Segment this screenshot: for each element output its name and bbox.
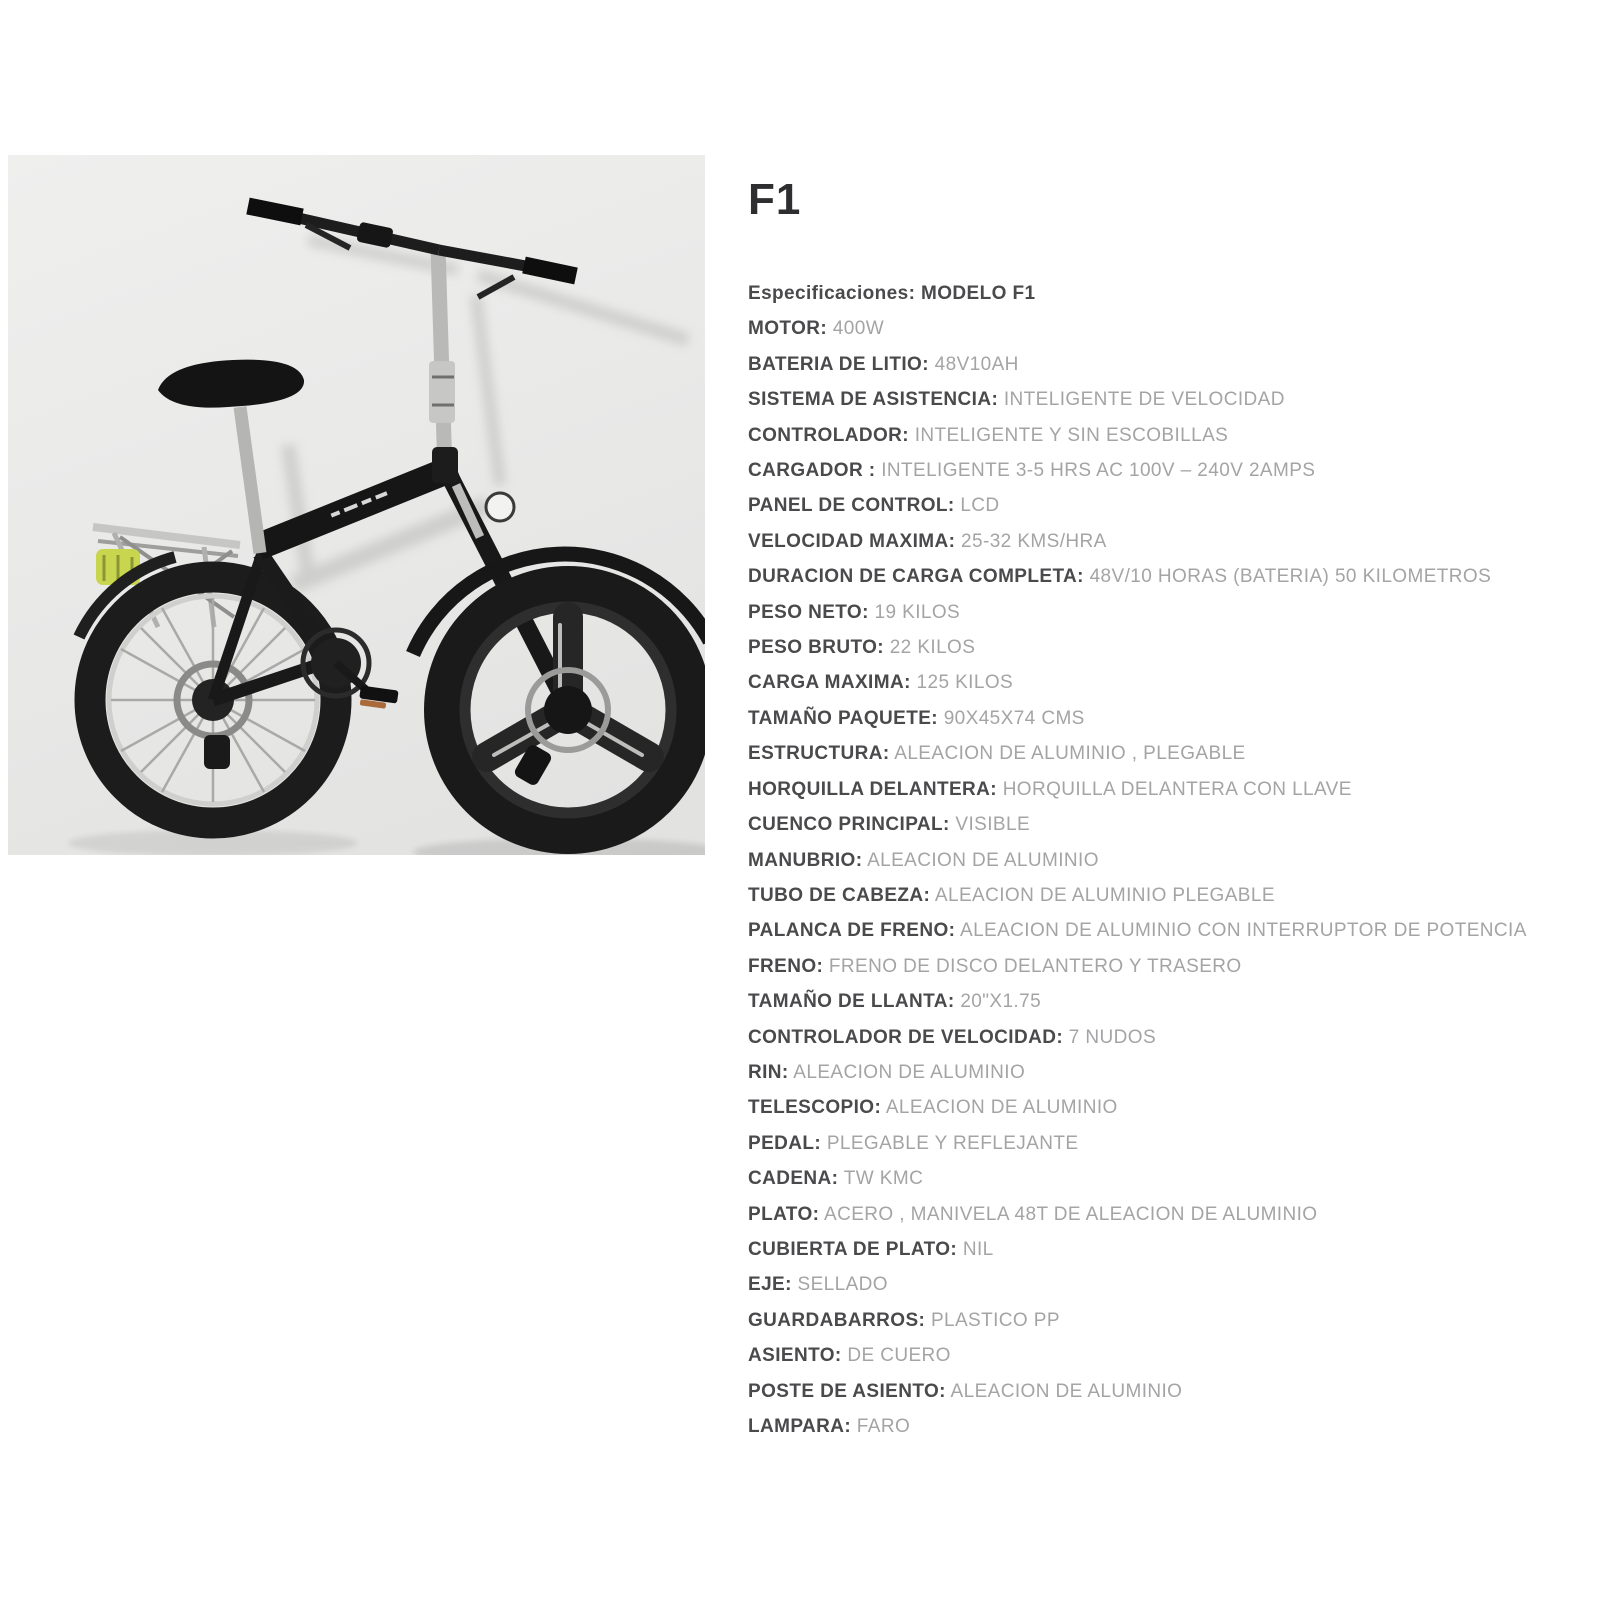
spec-row (748, 878, 1588, 913)
lcd-display (356, 222, 393, 249)
spec-row (748, 665, 1588, 700)
spec-value: NIL (962, 1238, 994, 1260)
spec-label: SISTEMA DE ASISTENCIA: (748, 389, 999, 411)
spec-label: HORQUILLA DELANTERA: (748, 778, 997, 800)
spec-row (748, 736, 1588, 771)
spec-label: FRENO: (748, 955, 824, 977)
spec-label: TAMAÑO DE LLANTA: (748, 991, 955, 1013)
spec-label: PANEL DE CONTROL: (748, 495, 955, 517)
spec-row (748, 913, 1588, 948)
spec-value: 19 KILOS (874, 601, 961, 623)
spec-value: 25-32 KMS/HRA (961, 530, 1107, 552)
spec-list (748, 276, 1588, 1444)
spec-value: PLEGABLE Y REFLEJANTE (826, 1132, 1079, 1154)
spec-row (748, 1020, 1588, 1055)
spec-value: INTELIGENTE Y SIN ESCOBILLAS (914, 424, 1229, 446)
front-wheel (442, 584, 694, 836)
spec-label: PALANCA DE FRENO: (748, 920, 956, 942)
spec-row (748, 1232, 1588, 1267)
spec-value: ACERO , MANIVELA 48T DE ALEACION DE ALUMINIO (824, 1203, 1318, 1225)
spec-value: ALEACION DE ALUMINIO (793, 1061, 1026, 1083)
spec-value: ALEACION DE ALUMINIO PLEGABLE (934, 884, 1275, 906)
spec-row (748, 807, 1588, 842)
spec-value: FRENO DE DISCO DELANTERO Y TRASERO (828, 955, 1242, 977)
spec-label: LAMPARA: (748, 1416, 852, 1437)
spec-row (748, 1409, 1588, 1444)
spec-label: CUBIERTA DE PLATO: (748, 1238, 958, 1260)
spec-row (748, 418, 1588, 453)
spec-label: EJE: (748, 1274, 792, 1296)
page-title: F1 (748, 175, 802, 224)
spec-label: MOTOR: (748, 318, 828, 340)
spec-row (748, 701, 1588, 736)
spec-value: 22 KILOS (889, 637, 976, 659)
spec-row (748, 524, 1588, 559)
spec-row (748, 1303, 1588, 1338)
spec-label: TAMAÑO PAQUETE: (748, 707, 939, 729)
spec-label: CONTROLADOR: (748, 424, 910, 446)
spec-label: BATERIA DE LITIO: (748, 353, 929, 375)
spec-row (748, 984, 1588, 1019)
rear-derailleur (204, 735, 230, 769)
spec-value: 7 NUDOS (1068, 1026, 1157, 1048)
spec-value: HORQUILLA DELANTERA CON LLAVE (1002, 778, 1352, 800)
spec-row (748, 347, 1588, 382)
spec-row (748, 595, 1588, 630)
spec-value: 125 KILOS (916, 672, 1014, 694)
spec-label: CARGADOR : (748, 460, 876, 482)
headlight (486, 493, 514, 521)
spec-label: PLATO: (748, 1203, 820, 1225)
spec-row (748, 772, 1588, 807)
spec-label: Especificaciones: (748, 283, 916, 304)
spec-label: PESO BRUTO: (748, 637, 885, 659)
spec-value: FARO (856, 1416, 911, 1437)
saddle (158, 360, 304, 408)
seatpost (240, 407, 260, 553)
spec-value: ALEACION DE ALUMINIO , PLEGABLE (894, 743, 1246, 765)
spec-label: CARGA MAXIMA: (748, 672, 911, 694)
spec-row (748, 1090, 1588, 1125)
spec-row (748, 311, 1588, 346)
spec-value: INTELIGENTE DE VELOCIDAD (1003, 389, 1285, 411)
spec-value: DE CUERO (847, 1345, 951, 1367)
spec-label: CUENCO PRINCIPAL: (748, 814, 950, 836)
spec-row (748, 1197, 1588, 1232)
spec-row (748, 276, 1588, 311)
spec-row (748, 1338, 1588, 1373)
spec-value: SELLADO (797, 1274, 888, 1296)
spec-label: ASIENTO: (748, 1345, 842, 1367)
spec-value: LCD (960, 495, 1000, 517)
spec-value: ALEACION DE ALUMINIO CON INTERRUPTOR DE POTENCIA (960, 920, 1527, 942)
folding-stem (429, 247, 458, 483)
spec-value: 90X45X74 CMS (943, 707, 1085, 729)
spec-row (748, 843, 1588, 878)
spec-row (748, 382, 1588, 417)
spec-label: GUARDABARROS: (748, 1309, 926, 1331)
spec-label: PESO NETO: (748, 601, 869, 623)
spec-label: VELOCIDAD MAXIMA: (748, 530, 956, 552)
spec-value: VISIBLE (955, 814, 1031, 836)
spec-row (748, 1126, 1588, 1161)
bike-image (8, 155, 705, 855)
spec-value: INTELIGENTE 3-5 HRS AC 100V – 240V 2AMPS (881, 460, 1316, 482)
spec-value: 400W (832, 318, 885, 340)
spec-label: RIN: (748, 1061, 789, 1083)
spec-value: ALEACION DE ALUMINIO (867, 849, 1099, 871)
spec-row (748, 1267, 1588, 1302)
spec-row (748, 453, 1588, 488)
spec-label: POSTE DE ASIENTO: (748, 1380, 946, 1402)
spec-row (748, 630, 1588, 665)
spec-value: 48V10AH (934, 353, 1019, 375)
spec-value: ALEACION DE ALUMINIO (950, 1380, 1183, 1402)
spec-label: CONTROLADOR DE VELOCIDAD: (748, 1026, 1064, 1048)
spec-row (748, 488, 1588, 523)
spec-label: DURACION DE CARGA COMPLETA: (748, 566, 1084, 588)
spec-label: PEDAL: (748, 1132, 822, 1154)
spec-value: TW KMC (843, 1168, 924, 1190)
spec-row (748, 1055, 1588, 1090)
spec-value: MODELO F1 (921, 283, 1036, 304)
spec-value: PLASTICO PP (930, 1309, 1060, 1331)
spec-label: MANUBRIO: (748, 849, 863, 871)
spec-value: 48V/10 HORAS (BATERIA) 50 KILOMETROS (1089, 566, 1492, 588)
spec-value: 20"X1.75 (960, 991, 1042, 1013)
product-info (748, 175, 1588, 1444)
spec-row (748, 1374, 1588, 1409)
spec-label: ESTRUCTURA: (748, 743, 890, 765)
product-photo (8, 155, 705, 855)
spec-label: CADENA: (748, 1168, 839, 1190)
spec-value: ALEACION DE ALUMINIO (885, 1097, 1118, 1119)
spec-row (748, 1161, 1588, 1196)
spec-row (748, 559, 1588, 594)
spec-label: TELESCOPIO: (748, 1097, 882, 1119)
spec-row (748, 949, 1588, 984)
spec-label: TUBO DE CABEZA: (748, 884, 931, 906)
